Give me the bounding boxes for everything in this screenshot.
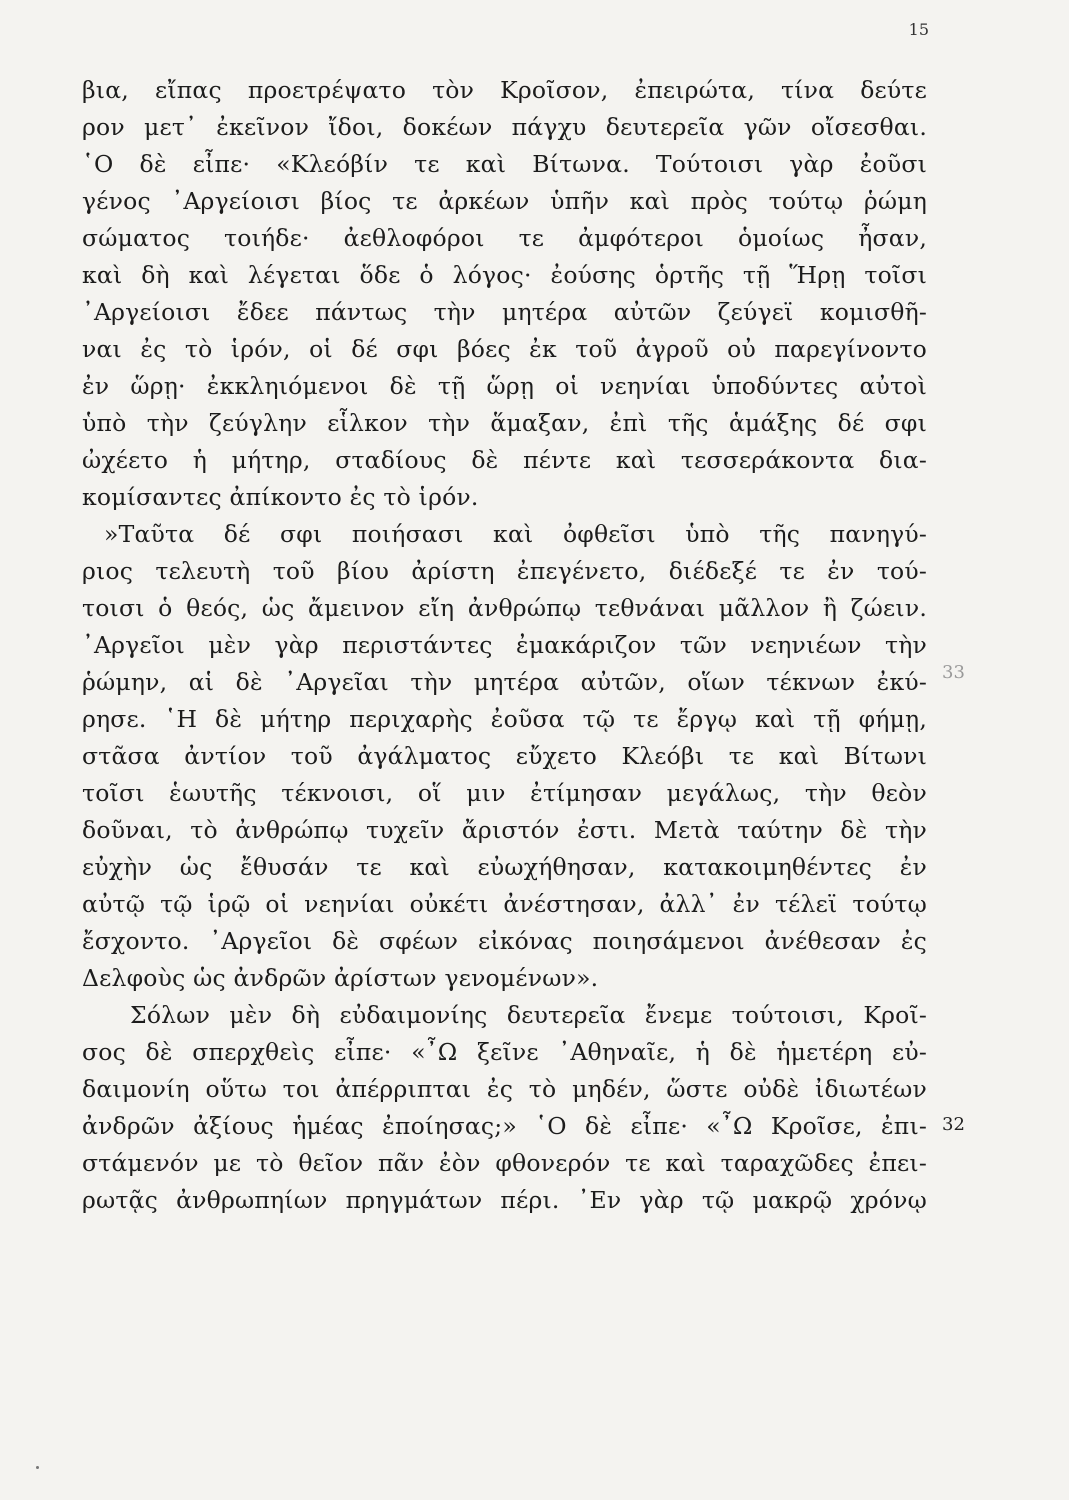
text-line: ρωτᾷς ἀνθρωπηίων πρηγμάτων πέρι. ᾿Εν γὰρ τῷ μακρῷ χρόνῳ <box>82 1186 927 1214</box>
margin-section-number: 33 <box>942 662 965 683</box>
text-line: ὑπὸ τὴν ζεύγλην εἷλκον τὴν ἅμαξαν, ἐπὶ τῆς ἁμάξης δέ σφι <box>82 409 927 437</box>
text-line: τοῖσι ἑωυτῆς τέκνοισι, οἵ μιν ἐτίμησαν μεγάλως, τὴν θεὸν <box>82 779 927 807</box>
text-line: καὶ δὴ καὶ λέγεται ὅδε ὁ λόγος· ἐούσης ὁρτῆς τῇ Ἥρῃ τοῖσι <box>82 261 927 289</box>
page-number: 15 <box>908 20 929 39</box>
text-line: Σόλων μὲν δὴ εὐδαιμονίης δευτερεῖα ἔνεμε τούτοισι, Κροῖ- <box>130 1001 927 1029</box>
text-line: ρησε. ῾Η δὲ μήτηρ περιχαρὴς ἐοῦσα τῷ τε ἔργῳ καὶ τῇ φήμῃ, <box>82 705 927 733</box>
text-line: βια, εἴπας προετρέψατο τὸν Κροῖσον, ἐπειρώτα, τίνα δεύτε <box>82 76 927 104</box>
text-line: αὐτῷ τῷ ἱρῷ οἱ νεηνίαι οὐκέτι ἀνέστησαν, ἀλλ᾽ ἐν τέλεϊ τούτῳ <box>82 890 927 918</box>
text-line: σώματος τοιήδε· ἀεθλοφόροι τε ἀμφότεροι ὁμοίως ἦσαν, <box>82 224 927 252</box>
text-line: ῾Ο δὲ εἶπε· «Κλεόβίν τε καὶ Βίτωνα. Τούτοισι γὰρ ἐοῦσι <box>82 150 927 178</box>
text-line: στᾶσα ἀντίον τοῦ ἀγάλματος εὔχετο Κλεόβι τε καὶ Βίτωνι <box>82 742 927 770</box>
text-line: ρον μετ᾽ ἐκεῖνον ἴδοι, δοκέων πάγχυ δευτερεῖα γῶν οἴσεσθαι. <box>82 113 927 141</box>
text-line: »Ταῦτα δέ σφι ποιήσασι καὶ ὀφθεῖσι ὑπὸ τῆς πανηγύ- <box>104 520 927 548</box>
text-line: εὐχὴν ὡς ἔθυσάν τε καὶ εὐωχήθησαν, κατακοιμηθέντες ἐν <box>82 853 927 881</box>
text-line: Δελφοὺς ὡς ἀνδρῶν ἀρίστων γενομένων». <box>82 964 599 992</box>
text-line: ναι ἐς τὸ ἱρόν, οἱ δέ σφι βόες ἐκ τοῦ ἀγροῦ οὐ παρεγίνοντο <box>82 335 927 363</box>
text-line: ριος τελευτὴ τοῦ βίου ἀρίστη ἐπεγένετο, διέδεξέ τε ἐν τού- <box>82 557 927 585</box>
text-line: σος δὲ σπερχθεὶς εἶπε· «῏Ω ξεῖνε ᾿Αθηναῖε, ἡ δὲ ἡμετέρη εὐ- <box>82 1038 927 1066</box>
text-line: ᾿Αργεῖοι μὲν γὰρ περιστάντες ἐμακάριζον τῶν νεηνιέων τὴν <box>82 631 927 659</box>
text-line: ὠχέετο ἡ μήτηρ, σταδίους δὲ πέντε καὶ τεσσεράκοντα δια- <box>82 446 927 474</box>
paper-speck <box>36 1466 39 1469</box>
text-line: δαιμονίη οὕτω τοι ἀπέρριπται ἐς τὸ μηδέν, ὥστε οὐδὲ ἰδιωτέων <box>82 1075 927 1103</box>
text-line: στάμενόν με τὸ θεῖον πᾶν ἐὸν φθονερόν τε καὶ ταραχῶδες ἐπει- <box>82 1149 927 1177</box>
text-line: ᾿Αργείοισι ἔδεε πάντως τὴν μητέρα αὐτῶν ζεύγεϊ κομισθῆ- <box>82 298 927 326</box>
text-line: τοισι ὁ θεός, ὡς ἄμεινον εἴη ἀνθρώπῳ τεθνάναι μᾶλλον ἢ ζώειν. <box>82 594 927 622</box>
text-line: ἐν ὥρῃ· ἐκκληιόμενοι δὲ τῇ ὥρῃ οἱ νεηνίαι ὑποδύντες αὐτοὶ <box>82 372 927 400</box>
text-line: κομίσαντες ἀπίκοντο ἐς τὸ ἱρόν. <box>82 483 479 511</box>
text-line: δοῦναι, τὸ ἀνθρώπῳ τυχεῖν ἄριστόν ἐστι. Μετὰ ταύτην δὲ τὴν <box>82 816 927 844</box>
margin-chapter-number: 32 <box>942 1114 965 1135</box>
text-line: ἀνδρῶν ἀξίους ἡμέας ἐποίησας;» ῾Ο δὲ εἶπε· «῏Ω Κροῖσε, ἐπι- <box>82 1112 927 1140</box>
text-line: ῥώμην, αἱ δὲ ᾿Αργεῖαι τὴν μητέρα αὐτῶν, οἵων τέκνων ἐκύ- <box>82 668 927 696</box>
text-line: γένος ᾿Αργείοισι βίος τε ἀρκέων ὑπῆν καὶ πρὸς τούτῳ ῥώμη <box>82 187 927 215</box>
text-line: ἔσχοντο. ᾿Αργεῖοι δὲ σφέων εἰκόνας ποιησάμενοι ἀνέθεσαν ἐς <box>82 927 927 955</box>
greek-text-body <box>82 72 927 1219</box>
